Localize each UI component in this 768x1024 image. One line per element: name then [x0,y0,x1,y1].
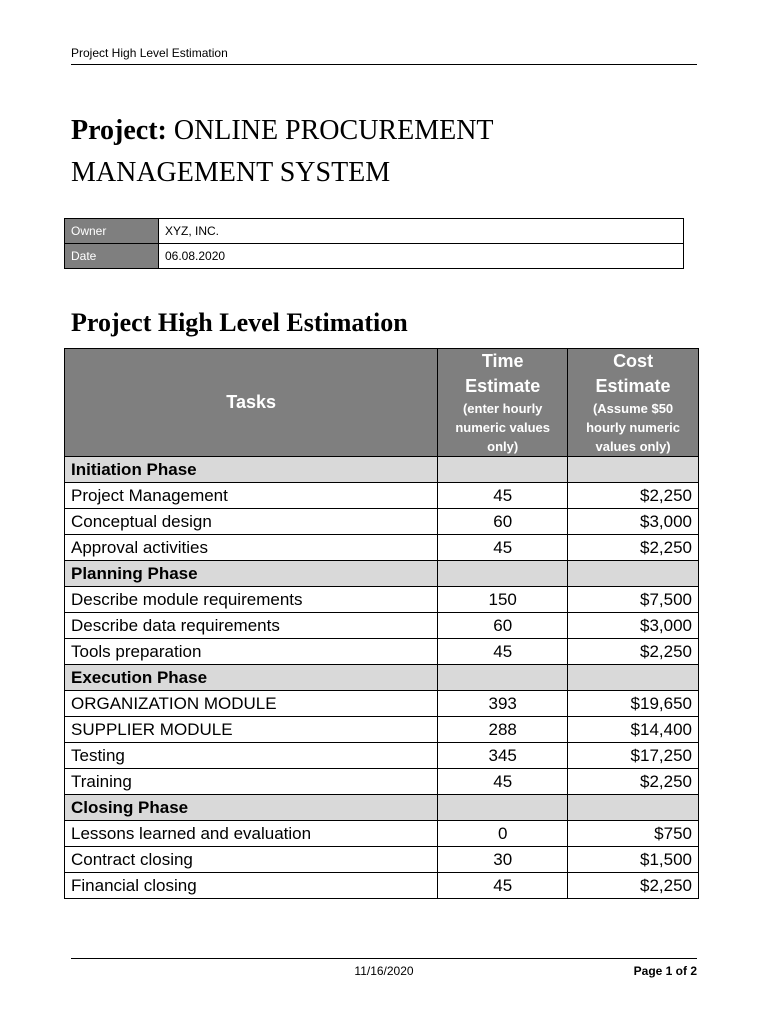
time-cell: 45 [438,535,568,561]
task-cell: Project Management [65,483,438,509]
time-cell: 45 [438,639,568,665]
estimation-table [64,348,699,899]
phase-row [65,665,699,691]
time-cell [438,457,568,483]
task-cell: Financial closing [65,873,438,899]
table-row [65,639,699,665]
task-cell: Planning Phase [65,561,438,587]
footer-date: 11/16/2020 [354,964,414,978]
header-cost [568,349,699,457]
time-cell [438,795,568,821]
header-time [438,349,568,457]
task-cell: Execution Phase [65,665,438,691]
table-row [65,847,699,873]
table-row [65,535,699,561]
time-cell: 45 [438,873,568,899]
phase-row [65,561,699,587]
cost-cell [568,795,699,821]
cost-cell: $1,500 [568,847,699,873]
cost-cell [568,457,699,483]
cost-cell: $2,250 [568,769,699,795]
task-cell: Initiation Phase [65,457,438,483]
cost-cell: $2,250 [568,873,699,899]
project-meta-table [64,218,684,269]
table-row [65,483,699,509]
header-time-note: (enter hourly numeric values only) [455,401,551,454]
table-row [65,613,699,639]
page-footer [71,958,697,984]
project-label: Project: [71,115,167,146]
cost-cell [568,665,699,691]
table-row [65,691,699,717]
header-tasks-label: Tasks [226,392,276,412]
time-cell: 150 [438,587,568,613]
table-row [65,743,699,769]
cost-cell: $3,000 [568,509,699,535]
cost-cell: $3,000 [568,613,699,639]
time-cell: 30 [438,847,568,873]
time-cell: 45 [438,483,568,509]
meta-value: 06.08.2020 [159,244,684,269]
header-cost-label: Cost Estimate [595,351,671,396]
cost-cell: $7,500 [568,587,699,613]
time-cell: 288 [438,717,568,743]
task-cell: Closing Phase [65,795,438,821]
time-cell [438,561,568,587]
project-name: ONLINE PROCUREMENT MANAGEMENT SYSTEM [71,115,494,188]
estimation-table-body [65,457,699,899]
table-row [65,717,699,743]
cost-cell: $2,250 [568,483,699,509]
section-title: Project High Level Estimation [71,308,408,337]
table-row [65,821,699,847]
table-row [65,873,699,899]
time-cell: 45 [438,769,568,795]
task-cell: Lessons learned and evaluation [65,821,438,847]
header-cost-note: (Assume $50 hourly numeric values only) [586,401,681,454]
meta-value: XYZ, INC. [159,219,684,244]
time-cell: 0 [438,821,568,847]
running-header: Project High Level Estimation [71,46,697,65]
task-cell: Contract closing [65,847,438,873]
task-cell: Approval activities [65,535,438,561]
cost-cell: $750 [568,821,699,847]
cost-cell: $2,250 [568,639,699,665]
meta-row-owner [65,219,684,244]
cost-cell: $14,400 [568,717,699,743]
cost-cell: $17,250 [568,743,699,769]
table-row [65,509,699,535]
meta-row-date [65,244,684,269]
table-row [65,769,699,795]
project-title [71,110,631,194]
table-row [65,587,699,613]
time-cell: 393 [438,691,568,717]
table-header-row [65,349,699,457]
time-cell: 60 [438,613,568,639]
header-time-label: Time Estimate [465,351,541,396]
cost-cell: $2,250 [568,535,699,561]
task-cell: Describe module requirements [65,587,438,613]
task-cell: Tools preparation [65,639,438,665]
cost-cell: $19,650 [568,691,699,717]
task-cell: Testing [65,743,438,769]
time-cell [438,665,568,691]
task-cell: Describe data requirements [65,613,438,639]
meta-key: Owner [65,219,159,244]
phase-row [65,795,699,821]
phase-row [65,457,699,483]
time-cell: 345 [438,743,568,769]
meta-key: Date [65,244,159,269]
task-cell: Conceptual design [65,509,438,535]
task-cell: ORGANIZATION MODULE [65,691,438,717]
task-cell: SUPPLIER MODULE [65,717,438,743]
task-cell: Training [65,769,438,795]
header-tasks [65,349,438,457]
page-number: Page 1 of 2 [633,964,697,978]
cost-cell [568,561,699,587]
time-cell: 60 [438,509,568,535]
